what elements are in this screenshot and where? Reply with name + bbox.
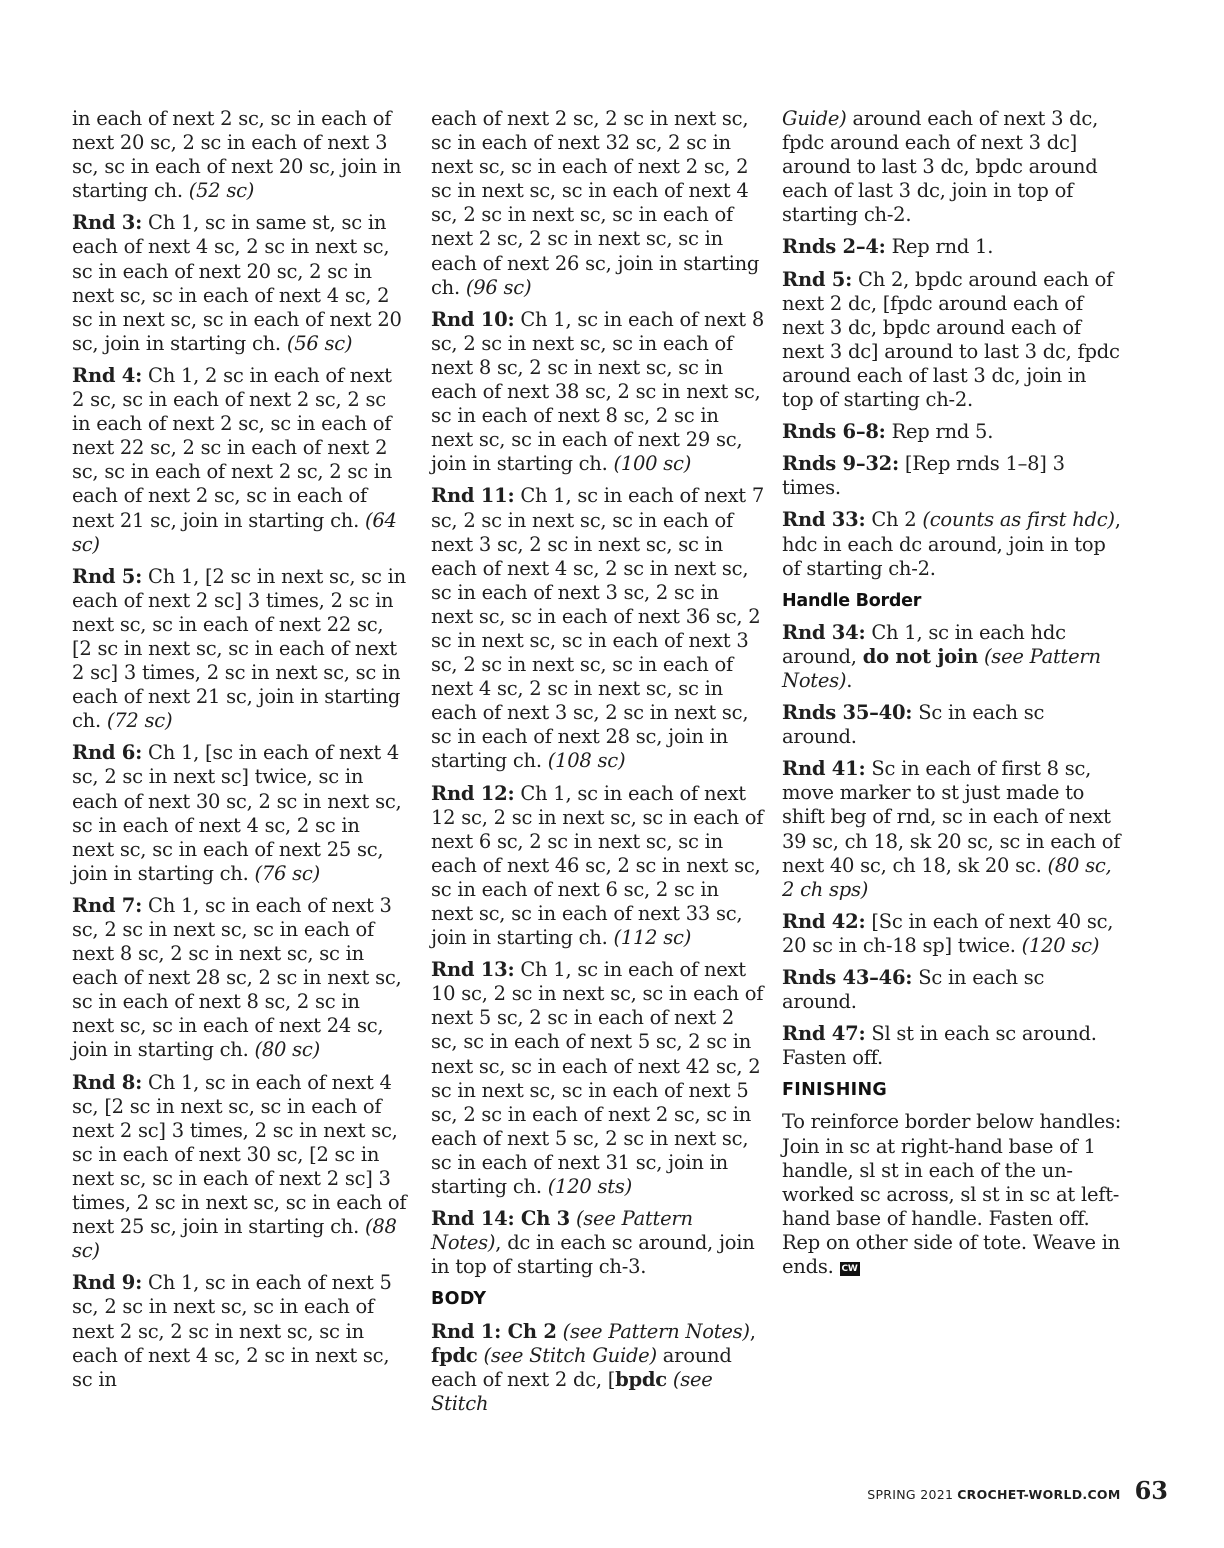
section-heading: Handle Border xyxy=(782,590,922,611)
stitch-count: (120 sts) xyxy=(547,1175,632,1199)
round-label: Rnd 34: xyxy=(782,620,866,644)
round-label: Rnd 1: Ch 2 xyxy=(431,1319,557,1343)
instruction-text: around each of next 2 dc, [ xyxy=(431,1343,732,1391)
section-heading: BODY xyxy=(431,1289,487,1310)
instruction-text: To reinforce border below handles: Join in sc at right-hand base of 1 handle, sl st in each of the unworked sc across, sl st in sc at left-hand base of handle. Fasten off. Rep on other side of tote. Weave in ends. xyxy=(782,1110,1122,1279)
stitch-count: (64 sc) xyxy=(72,508,397,556)
instruction-text: [Sc in each of next 40 sc, 20 sc in ch-18 sp] twice. xyxy=(782,909,1114,957)
instruction-paragraph xyxy=(782,621,1122,693)
round-label: Rnd 33: xyxy=(782,508,866,532)
instruction-text: Ch 2, bpdc around each of next 2 dc, [fpdc around each of next 3 dc, bpdc around each of next 3 dc] around to last 3 dc, fpdc around each of last 3 dc, join in top of starting ch-2. xyxy=(782,267,1120,412)
instruction-text: , dc in each sc around, join in top of starting ch-3. xyxy=(431,1231,755,1279)
instruction-text: Ch 1, sc in same st, sc in each of next 4 sc, 2 sc in next sc, sc in each of next 20 sc, 2 sc in next sc, sc in each of next 4 sc, 2 sc in next sc, sc in each of next 20 sc, join in starting ch. xyxy=(72,211,402,355)
instruction-text: around each of next 3 dc, fpdc around each of next 3 dc] around to last 3 dc, bpdc around each of last 3 dc, join in top of starting ch-2. xyxy=(782,107,1099,227)
instruction-paragraph xyxy=(782,107,1122,227)
stitch-count: (100 sc) xyxy=(613,452,692,476)
stitch-count: (112 sc) xyxy=(613,926,692,950)
round-label: Rnds 6–8: xyxy=(782,420,886,444)
footer-issue: SPRING 2021 xyxy=(867,1487,954,1502)
instruction-text: Ch 1, sc in each of next 12 sc, 2 sc in next sc, sc in each of next 6 sc, 2 sc in next sc, sc in each of next 46 sc, 2 sc in next sc, sc in each of next 6 sc, 2 sc in next sc, sc in each of next 33 sc, join in starting ch. xyxy=(431,781,764,950)
round-label: Rnd 11: xyxy=(431,484,515,508)
italic-note: Guide) xyxy=(782,107,847,130)
instruction-text: , hdc in each dc around, join in top of starting ch-2. xyxy=(782,508,1121,580)
instruction-paragraph xyxy=(782,701,1122,749)
instruction-text: Rep rnd 1. xyxy=(891,235,994,259)
instruction-text: [Rep rnds 1–8] 3 times. xyxy=(782,452,1065,500)
instruction-paragraph xyxy=(72,894,407,1063)
instruction-text: Ch 1, 2 sc in each of next 2 sc, sc in each of next 2 sc, 2 sc in each of next 2 sc, sc in each of next 22 sc, 2 sc in each of next 2 sc, sc in each of next 2 sc, 2 sc in each of next 2 sc, sc in each of next 21 sc, join in starting ch. xyxy=(72,363,393,532)
instruction-paragraph xyxy=(72,211,407,356)
italic-note: (see Pattern Notes) xyxy=(556,1319,750,1343)
round-label: Rnd 5: xyxy=(72,564,143,588)
instruction-text: Rep rnd 5. xyxy=(891,420,994,444)
instruction-text: , xyxy=(749,1319,756,1343)
round-label: Rnd 8: xyxy=(72,1070,143,1094)
italic-note: (see Stitch Guide) xyxy=(477,1343,657,1367)
stitch-count: (56 sc) xyxy=(286,331,353,355)
end-mark-icon: CW xyxy=(841,1264,858,1275)
column-middle xyxy=(431,107,766,1424)
round-label: bpdc xyxy=(615,1367,667,1391)
instruction-text: Sc in each sc around. xyxy=(782,966,1045,1014)
instruction-text: Ch 2 xyxy=(865,508,923,532)
instruction-paragraph xyxy=(431,782,766,951)
round-label: Rnd 6: xyxy=(72,741,143,765)
instruction-paragraph xyxy=(431,1207,766,1279)
round-label: Rnd 12: xyxy=(431,781,515,805)
instruction-text: Sc in each of first 8 sc, move marker to st just made to shift beg of rnd, sc in each of next 39 sc, ch 18, sk 20 sc, sc in each of next 40 sc, ch 18, sk 20 sc. xyxy=(782,757,1121,877)
instruction-text: Sc in each sc around. xyxy=(782,701,1045,749)
round-label: fpdc xyxy=(431,1343,478,1367)
round-label: Rnd 13: xyxy=(431,958,515,982)
stitch-count: (80 sc, 2 ch sps) xyxy=(782,853,1112,901)
instruction-text: Sl st in each sc around. Fasten off. xyxy=(782,1022,1097,1070)
instruction-paragraph xyxy=(782,966,1122,1014)
italic-note: (see Stitch xyxy=(431,1367,713,1415)
instruction-paragraph xyxy=(782,910,1122,958)
stitch-count: (80 sc) xyxy=(254,1038,320,1062)
instruction-paragraph xyxy=(782,508,1122,580)
instruction-paragraph xyxy=(431,308,766,477)
page-footer xyxy=(867,1476,1168,1505)
instruction-text: Ch 1, sc in each of next 7 sc, 2 sc in next sc, sc in each of next 3 sc, 2 sc in next sc, sc in each of next 4 sc, 2 sc in next sc, sc in each of next 3 sc, 2 sc in next sc, sc in each of next 36 sc, 2 sc in next sc, sc in each of next 3 sc, 2 sc in next sc, sc in each of next 4 sc, 2 sc in next sc, sc in each of next 3 sc, 2 sc in next sc, sc in each of next 28 sc, join in starting ch. xyxy=(431,484,764,773)
instruction-paragraph xyxy=(72,741,407,886)
round-label: Rnd 41: xyxy=(782,757,866,781)
instruction-text: Ch 1, sc in each of next 4 sc, [2 sc in next sc, sc in each of next 2 sc] 3 times, 2 sc in next sc, sc in each of next 30 sc, [2 sc in next sc, sc in each of next 2 sc] 3 times, 2 sc in next sc, sc in each of next 25 sc, join in starting ch. xyxy=(72,1070,407,1239)
round-label: Rnds 9–32: xyxy=(782,452,899,476)
round-label: Rnd 14: Ch 3 xyxy=(431,1207,570,1231)
instruction-text: Ch 1, sc in each of next 10 sc, 2 sc in next sc, sc in each of next 5 sc, 2 sc in each of next 2 sc, sc in each of next 5 sc, 2 sc in next sc, sc in each of next 42 sc, 2 sc in next sc, sc in each of next 5 sc, 2 sc in each of next 2 sc, sc in each of next 5 sc, 2 sc in next sc, sc in each of next 31 sc, join in starting ch. xyxy=(431,958,764,1199)
italic-note: (see Pattern Notes) xyxy=(431,1207,693,1255)
instruction-paragraph xyxy=(782,235,1122,259)
round-label: Rnd 47: xyxy=(782,1022,866,1046)
instruction-paragraph xyxy=(782,452,1122,500)
round-label: Rnd 42: xyxy=(782,909,866,933)
footer-website: CROCHET-WORLD.COM xyxy=(957,1487,1121,1502)
round-label: Rnds 35–40: xyxy=(782,701,913,725)
instruction-paragraph xyxy=(431,107,766,300)
instruction-paragraph xyxy=(72,1271,407,1391)
instruction-paragraph xyxy=(782,1022,1122,1070)
stitch-count: (88 sc) xyxy=(72,1215,397,1263)
page-number: 63 xyxy=(1134,1476,1168,1505)
instruction-text: Ch 1, [2 sc in next sc, sc in each of next 2 sc] 3 times, 2 sc in next sc, sc in each of next 22 sc, [2 sc in next sc, sc in each of next 2 sc] 3 times, 2 sc in next sc, sc in each of next 21 sc, join in starting ch. xyxy=(72,564,406,733)
round-label: Rnd 10: xyxy=(431,307,515,331)
round-label: Rnd 3: xyxy=(72,211,143,235)
instruction-paragraph xyxy=(431,958,766,1199)
instruction-text: Ch 1, sc in each of next 8 sc, 2 sc in next sc, sc in each of next 8 sc, 2 sc in next sc, sc in each of next 38 sc, 2 sc in next sc, sc in each of next 8 sc, 2 sc in next sc, sc in each of next 29 sc, join in starting ch. xyxy=(431,307,764,476)
instruction-paragraph xyxy=(782,1110,1122,1279)
stitch-count: (72 sc) xyxy=(106,709,173,733)
stitch-count: (52 sc) xyxy=(188,179,255,203)
stitch-count: (76 sc) xyxy=(254,861,320,885)
stitch-count: (108 sc) xyxy=(547,749,626,773)
round-label: Rnd 5: xyxy=(782,267,853,291)
round-label: Rnd 4: xyxy=(72,363,143,387)
instruction-paragraph xyxy=(72,107,407,203)
instruction-paragraph xyxy=(782,420,1122,444)
instruction-paragraph xyxy=(72,1071,407,1264)
instruction-paragraph xyxy=(431,1320,766,1416)
instruction-text: . xyxy=(846,668,853,692)
instruction-text: Ch 1, sc in each hdc around, xyxy=(782,620,1066,668)
stitch-count: (96 sc) xyxy=(465,275,532,299)
instruction-paragraph xyxy=(72,364,407,557)
round-label: do not join xyxy=(862,644,978,668)
round-label: Rnds 2–4: xyxy=(782,235,886,259)
instruction-paragraph xyxy=(782,757,1122,902)
instruction-text: Ch 1, [sc in each of next 4 sc, 2 sc in next sc] twice, sc in each of next 30 sc, 2 sc in next sc, sc in each of next 4 sc, 2 sc in next sc, sc in each of next 25 sc, join in starting ch. xyxy=(72,741,402,885)
instruction-paragraph xyxy=(72,565,407,734)
instruction-text: in each of next 2 sc, sc in each of next 20 sc, 2 sc in each of next 3 sc, sc in each of next 20 sc, join in starting ch. xyxy=(72,107,402,203)
section-heading: FINISHING xyxy=(782,1080,888,1101)
round-label: Rnd 7: xyxy=(72,893,143,917)
stitch-count: (120 sc) xyxy=(1021,933,1100,957)
column-right xyxy=(782,107,1122,1287)
instruction-text: each of next 2 sc, 2 sc in next sc, sc in each of next 32 sc, 2 sc in next sc, sc in each of next 2 sc, 2 sc in next sc, sc in each of next 4 sc, 2 sc in next sc, sc in each of next 2 sc, 2 sc in next sc, sc in each of next 26 sc, join in starting ch. xyxy=(431,107,760,299)
instruction-paragraph xyxy=(431,484,766,773)
round-label: Rnds 43–46: xyxy=(782,966,913,989)
italic-note: (counts as first hdc) xyxy=(922,508,1115,532)
round-label: Rnd 9: xyxy=(72,1271,143,1295)
instruction-paragraph xyxy=(782,268,1122,413)
instruction-text: Ch 1, sc in each of next 5 sc, 2 sc in next sc, sc in each of next 2 sc, 2 sc in next sc, sc in each of next 4 sc, 2 sc in next sc, sc in xyxy=(72,1271,392,1391)
column-left xyxy=(72,107,407,1400)
instruction-text: Ch 1, sc in each of next 3 sc, 2 sc in next sc, sc in each of next 8 sc, 2 sc in next sc, sc in each of next 28 sc, 2 sc in next sc, sc in each of next 8 sc, 2 sc in next sc, sc in each of next 24 sc, join in starting ch. xyxy=(72,893,402,1062)
italic-note: (see Pattern Notes) xyxy=(782,644,1101,692)
